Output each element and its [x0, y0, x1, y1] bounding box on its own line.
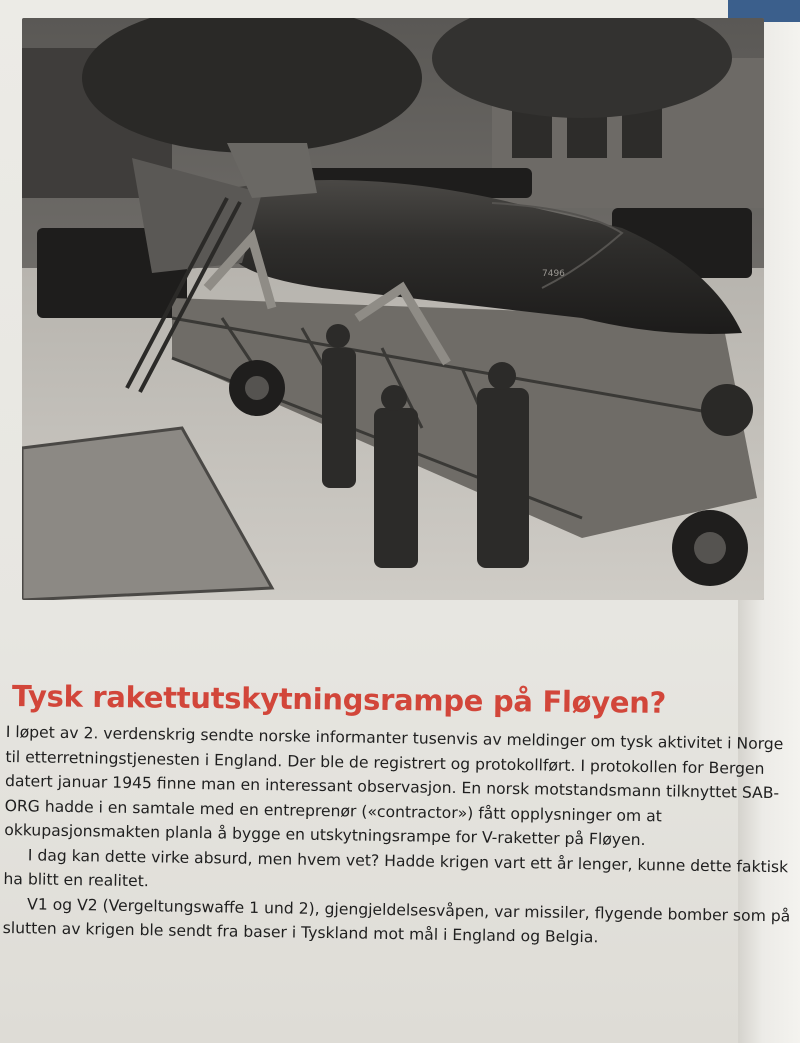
paragraph-2: I dag kan dette virke absurd, men hvem vet? Hadde krigen vart ett år lenger, kunne dette faktisk ha blitt en realitet. [3, 845, 789, 891]
paragraph-1: I løpet av 2. verdenskrig sendte norske informanter tusenvis av meldinger om tysk aktivitet i Norge til etterretningstjenesten i England. Der ble de registrert og protokollført. I protokollen for Bergen datert januar 1945 finne man en interessant observasjon. En norsk motstandsmann tilknyttet SAB-ORG hadde i en samtale med en entreprenør («contractor») fått opplysninger om at okkupasjonsmakten planla å bygge en utskytningsrampe for V-raketter på Fløyen. [4, 722, 784, 850]
article-title: Tysk rakettutskytningsrampe på Fløyen? [11, 679, 667, 721]
article-body [3, 720, 796, 953]
rocket-photograph [22, 18, 764, 600]
rocket-marking: 7496 [542, 269, 565, 279]
paragraph-3: V1 og V2 (Vergeltungswaffe 1 und 2), gjengjeldelsesvåpen, var missiler, flygende bomber som på slutten av krigen ble sendt fra baser i Tyskland mot mål i England og Belgia. [2, 894, 791, 947]
